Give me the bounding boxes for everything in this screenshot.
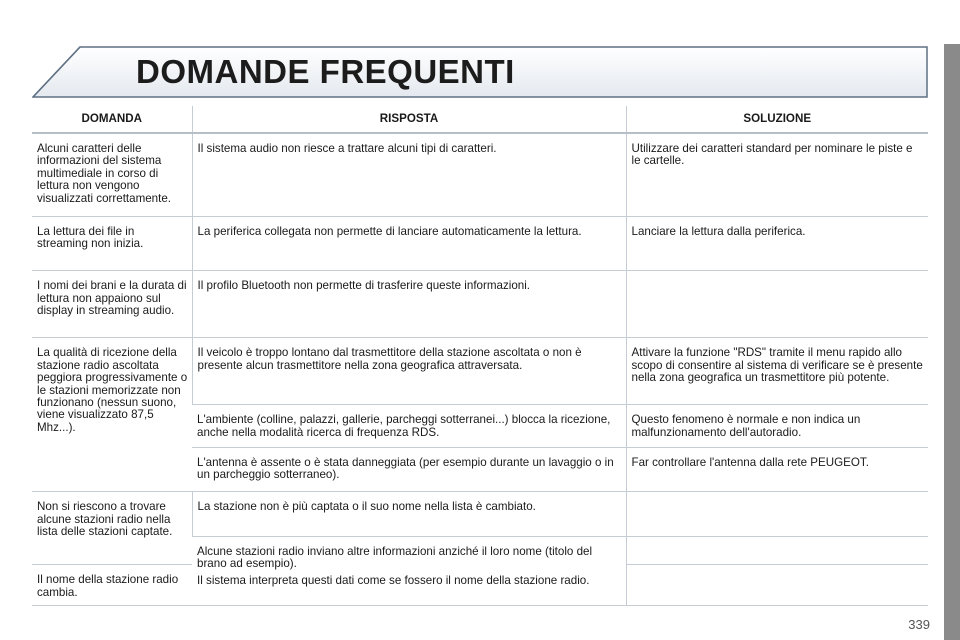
solution-cell: Lanciare la lettura dalla periferica. bbox=[626, 216, 928, 271]
header-question: DOMANDA bbox=[32, 106, 192, 133]
answer-cell: Il veicolo è troppo lontano dal trasmettitore della stazione ascoltata o non è presente alcun trasmettitore nella zona geografica attraversata. bbox=[192, 338, 626, 405]
table-row bbox=[32, 216, 928, 271]
answer-cell: Il sistema audio non riesce a trattare alcuni tipi di caratteri. bbox=[192, 133, 626, 216]
question-cell: Non si riescono a trovare alcune stazioni radio nella lista delle stazioni captate. bbox=[32, 492, 192, 565]
solution-cell: Attivare la funzione "RDS" tramite il menu rapido allo scopo di consentire al sistema di verificare se è presente nella zona geografica un trasmettitore più potente. bbox=[626, 338, 928, 405]
header-solution: SOLUZIONE bbox=[626, 106, 928, 133]
answer-cell: La stazione non è più captata o il suo nome nella lista è cambiato. bbox=[192, 492, 626, 537]
answer-cell: Il profilo Bluetooth non permette di trasferire queste informazioni. bbox=[192, 271, 626, 338]
question-cell: I nomi dei brani e la durata di lettura non appaiono sul display in streaming audio. bbox=[32, 271, 192, 338]
solution-cell bbox=[626, 537, 928, 565]
question-cell: La lettura dei file in streaming non inizia. bbox=[32, 216, 192, 271]
table-row bbox=[32, 271, 928, 338]
answer-cell: La periferica collegata non permette di lanciare automaticamente la lettura. bbox=[192, 216, 626, 271]
table-row bbox=[32, 338, 928, 405]
page-title: DOMANDE FREQUENTI bbox=[136, 53, 515, 90]
solution-cell bbox=[626, 492, 928, 537]
answer-cell: L'ambiente (colline, palazzi, gallerie, parcheggi sotterranei...) blocca la ricezione, anche nella modalità ricerca di frequenza RDS. bbox=[192, 405, 626, 448]
side-tab-bar bbox=[944, 44, 960, 640]
faq-table bbox=[32, 106, 928, 606]
answer-text: Il sistema interpreta questi dati come se fossero il nome della stazione radio. bbox=[197, 573, 590, 587]
solution-cell: Utilizzare dei caratteri standard per nominare le piste e le cartelle. bbox=[626, 133, 928, 216]
question-cell: Il nome della stazione radio cambia. bbox=[32, 565, 192, 606]
solution-cell bbox=[626, 565, 928, 606]
answer-cell: L'antenna è assente o è stata danneggiata (per esempio durante un lavaggio o in un parcheggio sotterraneo). bbox=[192, 447, 626, 492]
page-number: 339 bbox=[908, 617, 930, 632]
answer-cell bbox=[192, 537, 626, 606]
question-cell: La qualità di ricezione della stazione radio ascoltata peggiora progressivamente o le stazioni memorizzate non funzionano (nessun suono, viene visualizzato 87,5 Mhz...). bbox=[32, 338, 192, 492]
table-row bbox=[32, 492, 928, 537]
solution-cell: Far controllare l'antenna dalla rete PEUGEOT. bbox=[626, 447, 928, 492]
solution-cell: Questo fenomeno è normale e non indica un malfunzionamento dell'autoradio. bbox=[626, 405, 928, 448]
table-header-row bbox=[32, 106, 928, 133]
header-answer: RISPOSTA bbox=[192, 106, 626, 133]
answer-text: Alcune stazioni radio inviano altre informazioni anziché il loro nome (titolo del brano ad esempio). bbox=[197, 545, 593, 571]
question-cell: Alcuni caratteri delle informazioni del sistema multimediale in corso di lettura non vengono visualizzati correttamente. bbox=[32, 133, 192, 216]
solution-cell bbox=[626, 271, 928, 338]
title-banner bbox=[32, 46, 928, 98]
table-row bbox=[32, 133, 928, 216]
